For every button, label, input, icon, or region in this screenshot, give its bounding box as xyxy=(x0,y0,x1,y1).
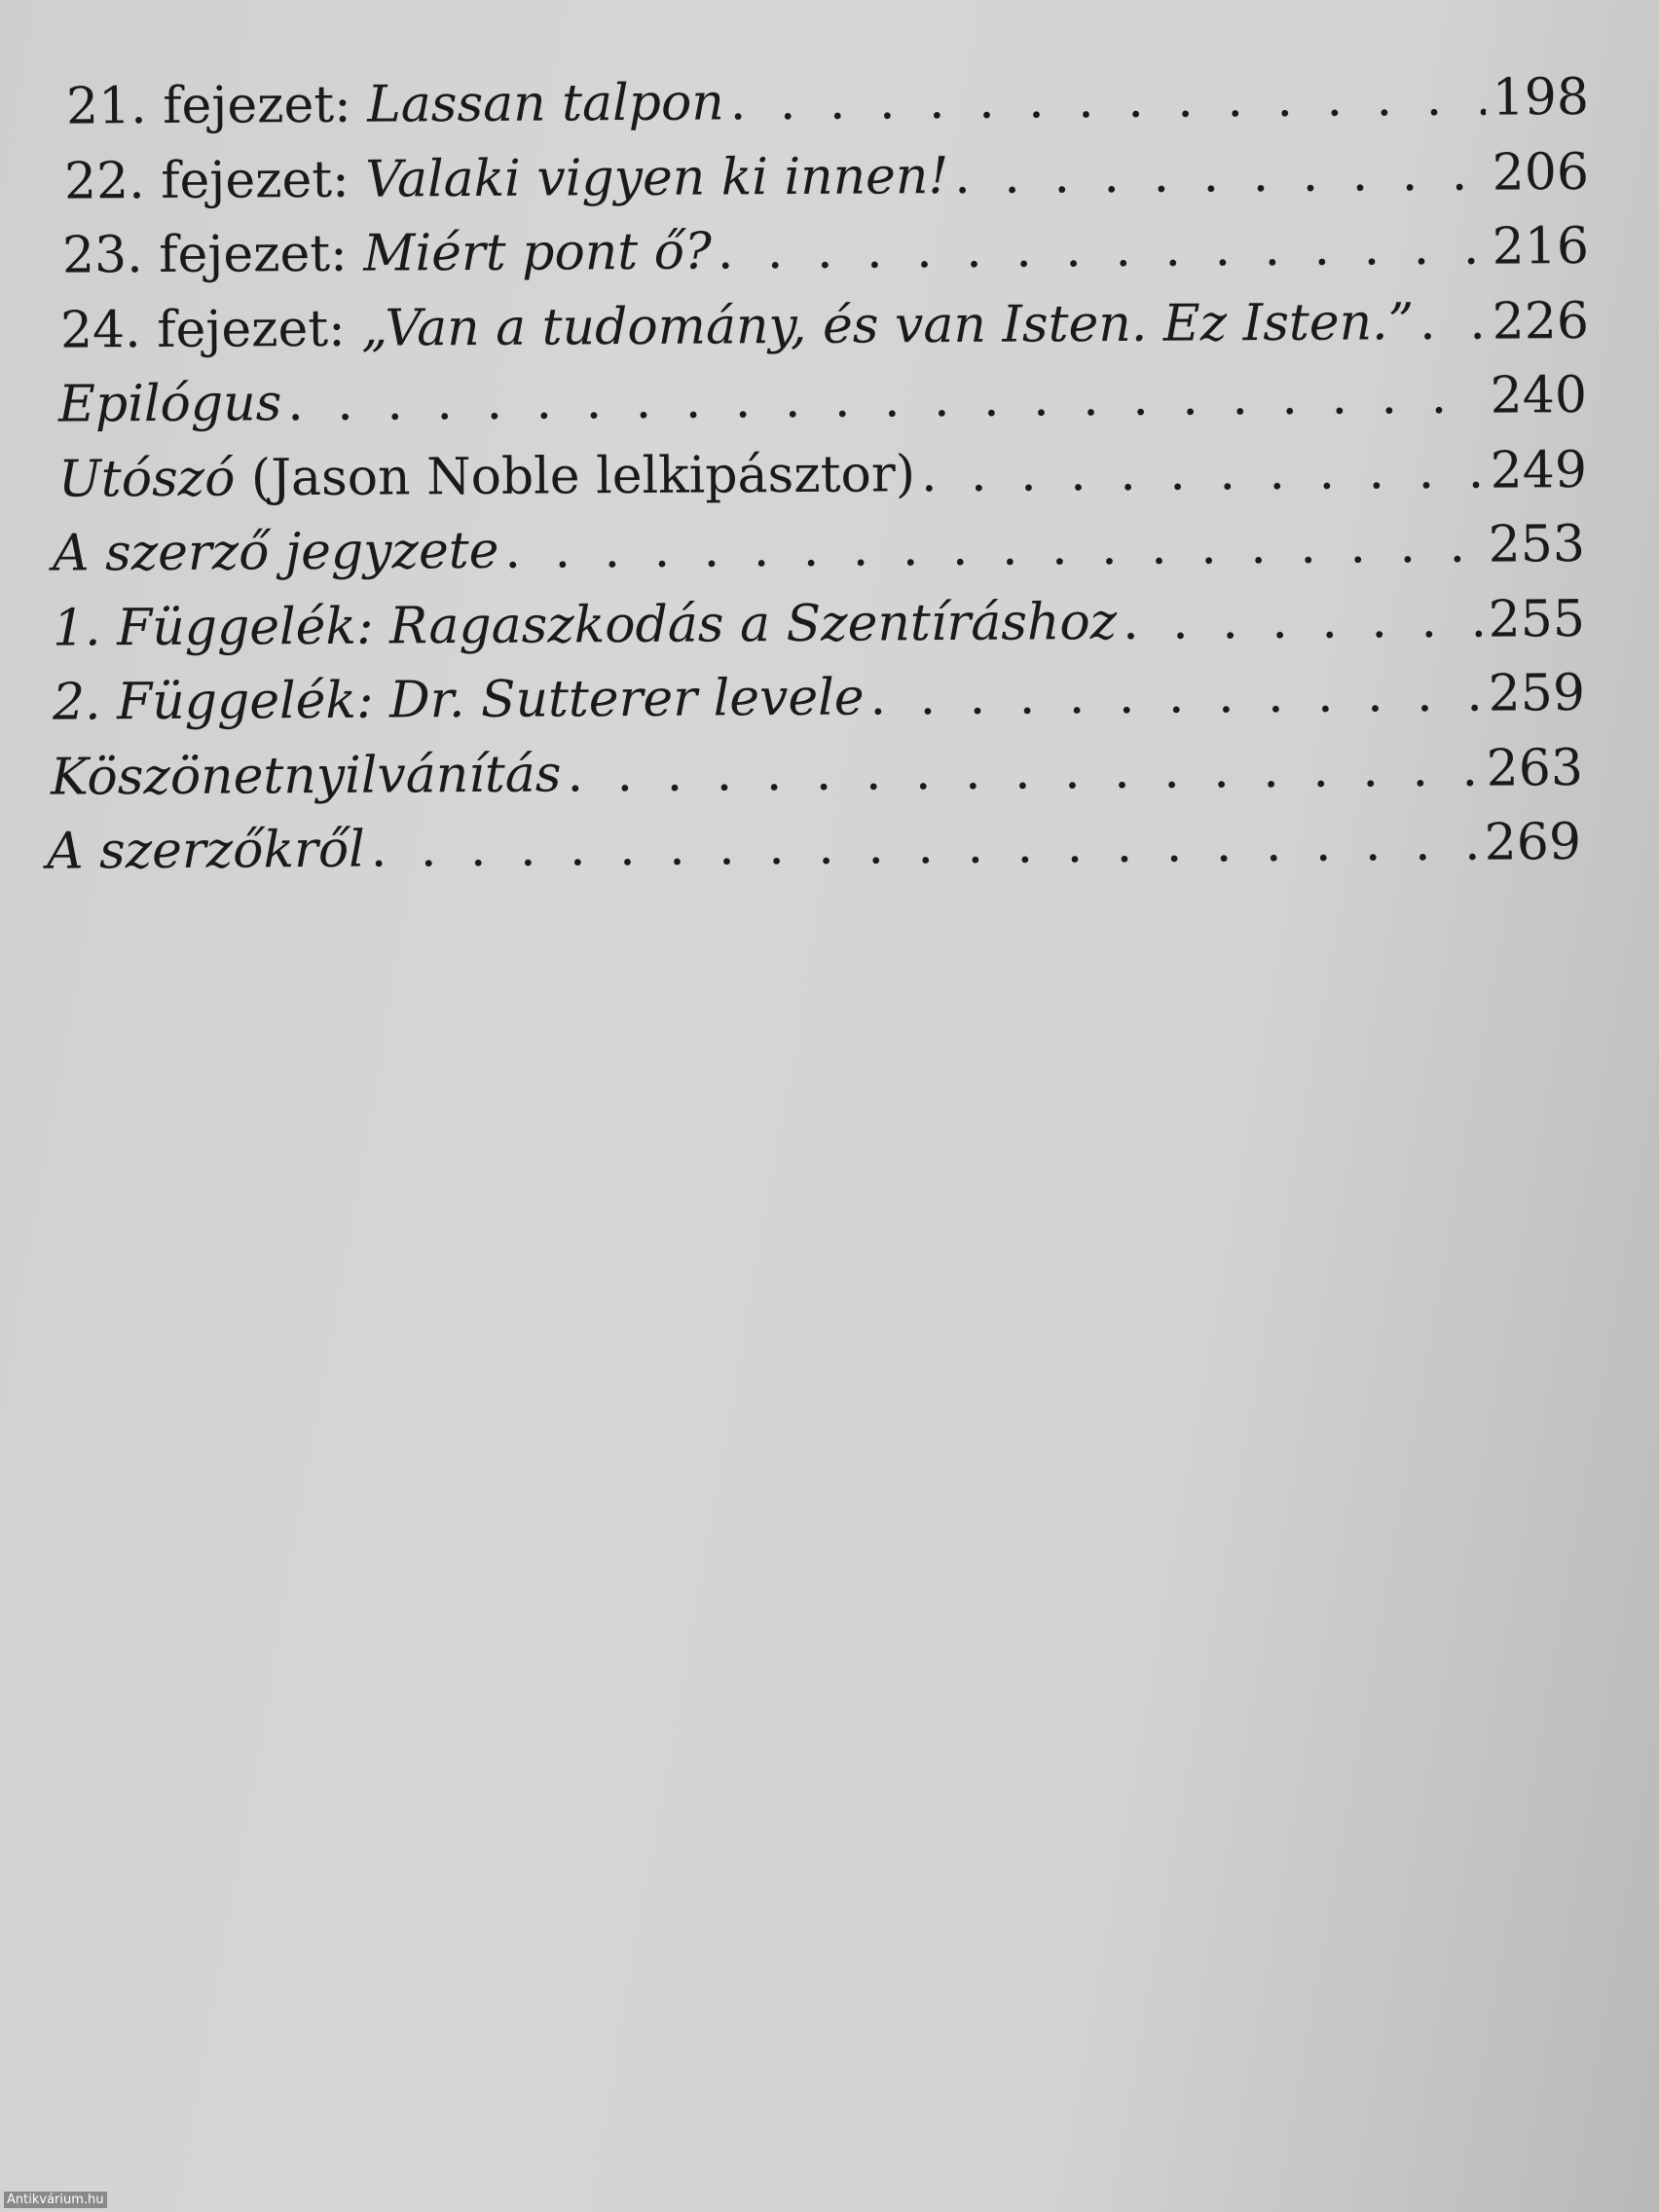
entry-page-number: 206 xyxy=(1492,142,1590,203)
dot-leader xyxy=(954,135,1486,213)
dot-leader xyxy=(730,61,1487,140)
entry-prefix: 24. fejezet: xyxy=(59,299,362,360)
entry-prefix: 21. fejezet: xyxy=(65,75,368,136)
toc-entry-appendix-2 xyxy=(0,656,1659,741)
toc-entry-about-authors xyxy=(0,805,1659,890)
entry-page-number: 259 xyxy=(1488,664,1586,723)
toc-entry-acknowledgements xyxy=(0,730,1659,815)
toc-entry-epilogue xyxy=(0,358,1659,443)
toc-entry-22 xyxy=(0,134,1659,219)
entry-title: A szerzőkről xyxy=(46,820,365,881)
dot-leader xyxy=(921,433,1484,511)
entry-page-number: 226 xyxy=(1492,291,1590,351)
toc-entry-appendix-1 xyxy=(0,581,1659,666)
entry-page-number: 263 xyxy=(1486,738,1584,798)
entry-page-number: 240 xyxy=(1490,366,1588,425)
toc-entry-24 xyxy=(0,283,1659,368)
entry-page-number: 253 xyxy=(1488,515,1586,574)
entry-title: Epilógus xyxy=(57,374,282,434)
entry-suffix: (Jason Noble lelkipásztor) xyxy=(235,444,916,508)
entry-prefix: 22. fejezet: xyxy=(63,150,366,211)
entry-prefix: 23. fejezet: xyxy=(61,224,364,285)
toc-entry-21 xyxy=(0,60,1659,145)
entry-title: Utószó xyxy=(57,449,236,509)
toc-entry-afterword xyxy=(0,432,1659,517)
entry-title: Köszönetnyilvánítás xyxy=(50,744,562,807)
dot-leader xyxy=(567,731,1480,811)
toc-entry-23 xyxy=(0,209,1659,294)
dot-leader xyxy=(287,359,1484,441)
dot-leader xyxy=(1123,582,1482,659)
dot-leader xyxy=(1419,284,1486,359)
dot-leader xyxy=(504,508,1482,589)
entry-page-number: 249 xyxy=(1490,440,1588,500)
entry-page-number: 269 xyxy=(1484,813,1582,872)
table-of-contents xyxy=(0,70,1659,890)
entry-title: „Van a tudomány, és van Isten. Ez Isten.” xyxy=(361,292,1415,358)
dot-leader xyxy=(718,210,1487,289)
entry-title: A szerző jegyzete xyxy=(52,521,499,583)
dot-leader xyxy=(371,806,1479,887)
entry-title: Lassan talpon xyxy=(367,73,724,134)
entry-page-number: 198 xyxy=(1492,68,1590,128)
entry-page-number: 216 xyxy=(1492,217,1590,276)
entry-title: Miért pont ő? xyxy=(363,222,713,283)
entry-title: 1. Függelék: Ragaszkodás a Szentíráshoz xyxy=(52,592,1118,658)
entry-page-number: 255 xyxy=(1488,589,1586,649)
watermark: Antikvárium.hu xyxy=(4,2192,107,2208)
toc-entry-author-notes xyxy=(0,507,1659,592)
entry-title: 2. Függelék: Dr. Sutterer levele xyxy=(52,668,865,732)
entry-title: Valaki vigyen ki innen! xyxy=(365,146,949,209)
dot-leader xyxy=(869,657,1482,735)
